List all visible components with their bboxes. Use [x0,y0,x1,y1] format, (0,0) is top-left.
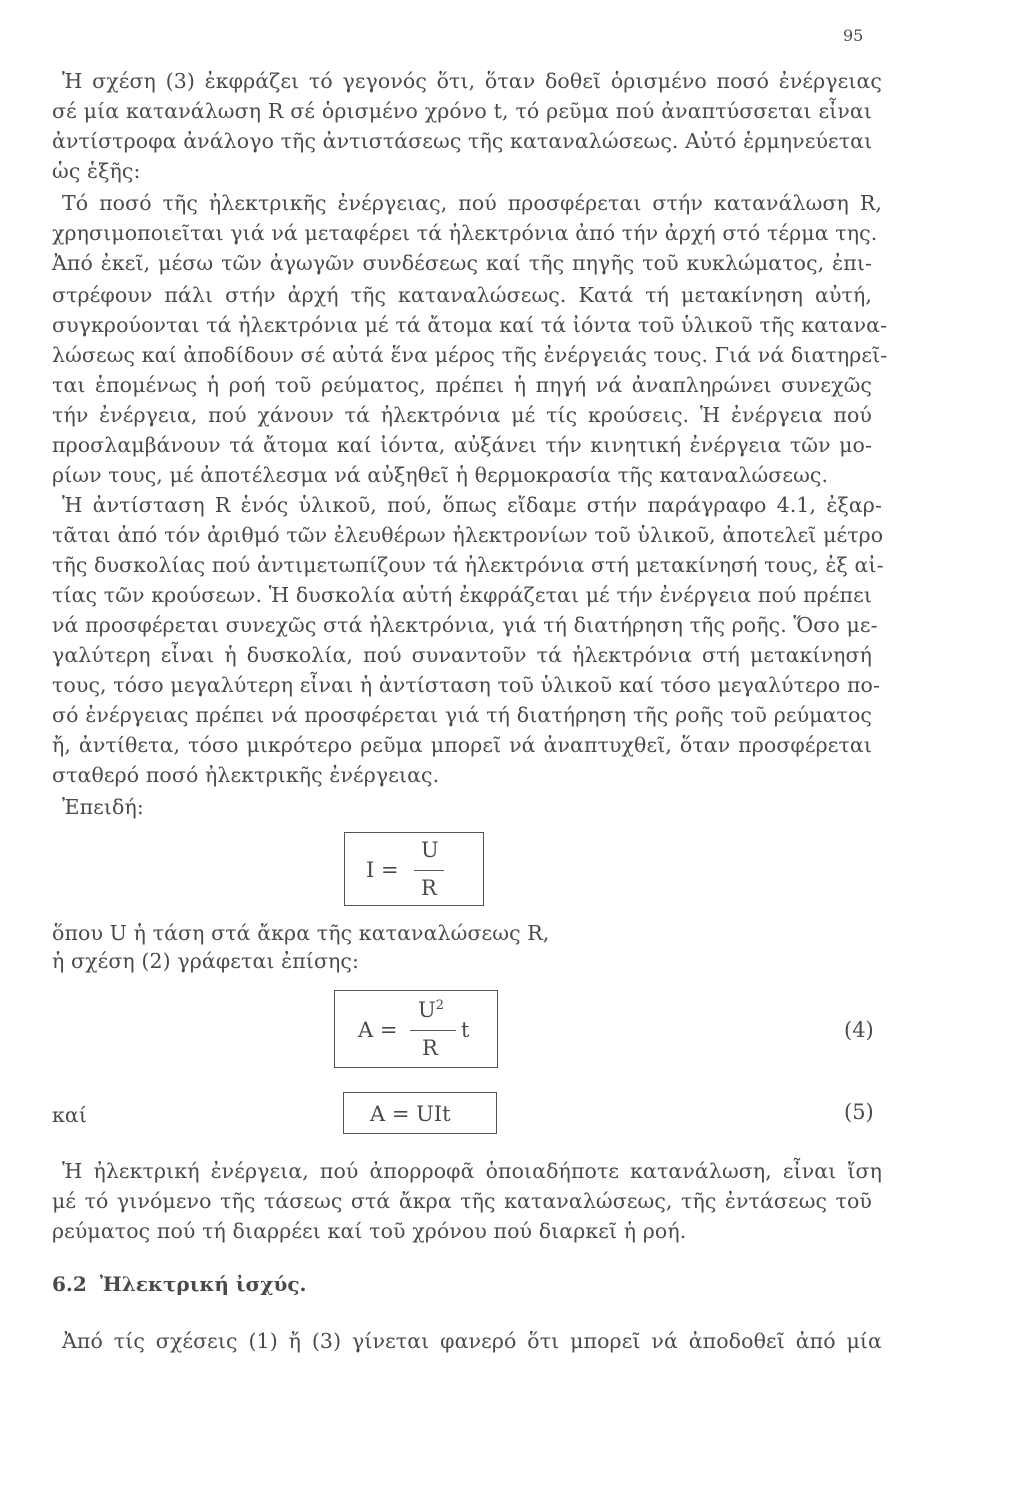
text-line: ἀντίστροφα ἀνάλογο τῆς ἀντιστάσεως τῆς καταναλώσεως. Αὐτό ἑρμηνεύεται [52,129,873,153]
text-line: ἡ σχέση (2) γράφεται ἐπίσης: [52,949,360,973]
text-line: τᾶται ἀπό τόν ἀριθμό τῶν ἐλευθέρων ἠλεκτρονίων τοῦ ὑλικοῦ, ἀποτελεῖ μέτρο [52,523,884,547]
text-line: νά προσφέρεται συνεχῶς στά ἠλεκτρόνια, γιά τή διατήρηση τῆς ροῆς. Ὅσο με- [52,613,878,637]
text-line: Τό ποσό τῆς ἠλεκτρικῆς ἐνέργειας, πού προσφέρεται στήν κατανάλωση R, [62,191,882,215]
eq4-lhs: A = [358,1018,398,1042]
text-line: συγκρούονται τά ἠλεκτρόνια μέ τά ἄτομα καί τά ἰόντα τοῦ ὑλικοῦ τῆς κατανα- [52,313,888,337]
eq5-text: A = UIt [370,1102,451,1126]
text-line: ρεύματος πού τή διαρρέει καί τοῦ χρόνου πού διαρκεῖ ἡ ροή. [52,1219,687,1243]
eq1-lhs: I = [366,858,399,882]
text-line: σταθερό ποσό ἠλεκτρικῆς ἐνέργειας. [52,763,440,787]
eq1-denominator: R [421,876,437,900]
eq4-fraction-bar [410,1030,456,1031]
text-line: χρησιμοποιεῖται γιά νά μεταφέρει τά ἠλεκτρόνια ἀπό τήν ἀρχή στό τέρμα της. [52,221,878,245]
text-line: μέ τό γινόμενο τῆς τάσεως στά ἄκρα τῆς καταναλώσεως, τῆς ἐντάσεως τοῦ [52,1189,872,1213]
section-number: 6.2 [52,1272,87,1296]
text-line: στρέφουν πάλι στήν ἀρχή τῆς καταναλώσεως. Κατά τή μετακίνηση αὐτή, [52,283,872,307]
section-heading [52,1272,306,1296]
kai-word: καί [52,1103,87,1127]
text-line: Ἡ σχέση (3) ἐκφράζει τό γεγονός ὅτι, ὅταν δοθεῖ ὁρισμένο ποσό ἐνέργειας [62,69,882,93]
text-line: σέ μία κατανάλωση R σέ ὁρισμένο χρόνο t, τό ρεῦμα πού ἀναπτύσσεται εἶναι [52,99,872,123]
eq4-tail: t [461,1018,470,1042]
text-line: λώσεως καί ἀποδίδουν σέ αὐτά ἕνα μέρος τῆς ἐνέργειάς τους. Γιά νά διατηρεῖ- [52,343,888,367]
text-line: γαλύτερη εἶναι ἡ δυσκολία, πού συναντοῦν τά ἠλεκτρόνια στή μετακίνησή [52,643,872,667]
text-line: Ἐπειδή: [62,795,144,819]
eq4-num-sup: 2 [435,998,444,1013]
text-line: ὡς ἑξῆς: [52,159,141,183]
text-line: ἤ, ἀντίθετα, τόσο μικρότερο ρεῦμα μπορεῖ νά ἀναπτυχθεῖ, ὅταν προσφέρεται [52,733,872,757]
text-line: τῆς δυσκολίας πού ἀντιμετωπίζουν τά ἠλεκτρόνια στή μετακίνησή τους, ἐξ αἰ- [52,553,884,577]
text-line: προσλαμβάνουν τά ἄτομα καί ἰόντα, αὐξάνει τήν κινητική ἐνέργεια τῶν μο- [52,433,872,457]
page-number: 95 [843,26,864,45]
eq4-label: (4) [844,1018,874,1042]
eq1-fraction-bar [414,870,444,871]
text-line: ρίων τους, μέ ἀποτέλεσμα νά αὐξηθεῖ ἡ θερμοκρασία τῆς καταναλώσεως. [52,463,829,487]
text-line: τίας τῶν κρούσεων. Ἡ δυσκολία αὐτή ἐκφράζεται μέ τήν ἐνέργεια πού πρέπει [52,583,872,607]
text-line: τους, τόσο μεγαλύτερη εἶναι ἡ ἀντίσταση τοῦ ὑλικοῦ καί τόσο μεγαλύτερο πο- [52,673,881,697]
text-line: Ἡ ἀντίσταση R ἑνός ὑλικοῦ, πού, ὅπως εἴδαμε στήν παράγραφο 4.1, ἐξαρ- [62,493,882,517]
text-line: σό ἐνέργειας πρέπει νά προσφέρεται γιά τή διατήρηση τῆς ροῆς τοῦ ρεύματος [52,703,872,727]
eq4-denominator: R [422,1036,438,1060]
eq4-num-base: U [418,998,436,1022]
text-line: Ἀπό ἐκεῖ, μέσω τῶν ἀγωγῶν συνδέσεως καί τῆς πηγῆς τοῦ κυκλώματος, ἐπι- [52,251,872,275]
text-line: Ἡ ἠλεκτρική ἐνέργεια, πού ἀπορροφᾶ ὁποιαδήποτε κατανάλωση, εἶναι ἴση [62,1159,882,1183]
text-line: ὅπου U ἡ τάση στά ἄκρα τῆς καταναλώσεως R, [52,921,550,945]
eq4-numerator [418,998,444,1022]
eq1-numerator: U [421,838,439,862]
text-line: Ἀπό τίς σχέσεις (1) ἤ (3) γίνεται φανερό ὅτι μπορεῖ νά ἀποδοθεῖ ἀπό μία [62,1329,882,1353]
equation-box-ohm [344,832,484,906]
text-line: ται ἑπομένως ἡ ροή τοῦ ρεύματος, πρέπει ἡ πηγή νά ἀναπληρώνει συνεχῶς [52,373,872,397]
eq5-label: (5) [844,1100,874,1124]
section-title: Ἠλεκτρική ἰσχύς. [99,1272,307,1296]
text-line: τήν ἐνέργεια, πού χάνουν τά ἠλεκτρόνια μέ τίς κρούσεις. Ἡ ἐνέργεια πού [52,403,872,427]
